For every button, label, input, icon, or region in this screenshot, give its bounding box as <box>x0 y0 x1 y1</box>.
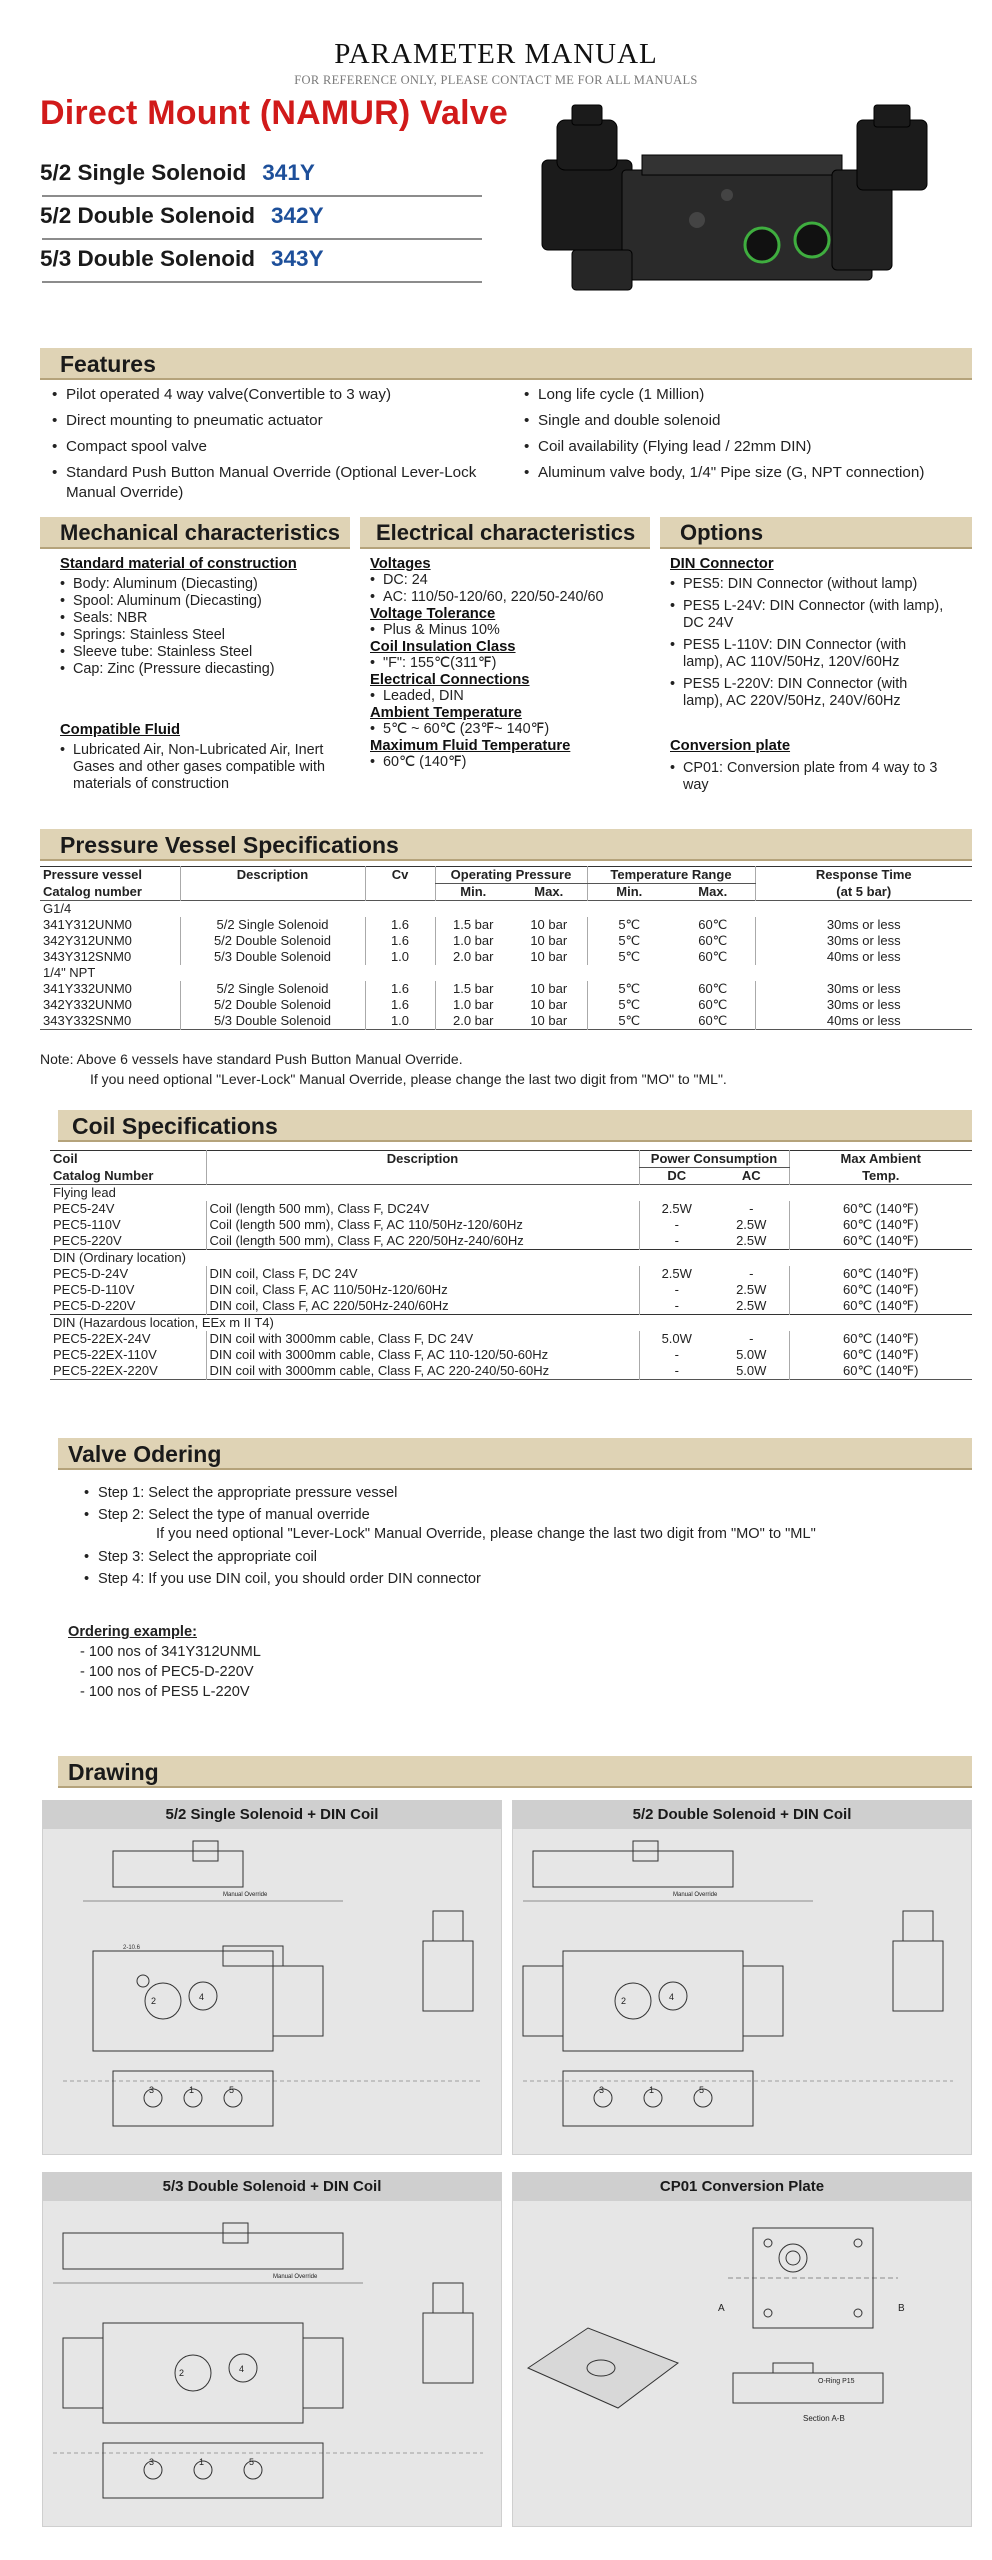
table-cell: - <box>749 1201 754 1216</box>
table-cell: 5/2 Double Solenoid <box>180 997 365 1013</box>
table-cell: 30ms or less <box>755 933 972 949</box>
conversion-plate-list <box>670 760 950 794</box>
table-cell: 30ms or less <box>755 917 972 933</box>
table-cell: 2.5W <box>736 1217 767 1232</box>
table-cell: 2.5W <box>736 1298 767 1313</box>
table-cell: 5℃ <box>587 1013 671 1030</box>
col-description: Description <box>180 867 365 901</box>
table-cell: - <box>639 1347 714 1363</box>
col-dc: DC <box>639 1168 714 1185</box>
section-ab-label: Section A-B <box>803 2414 845 2423</box>
table-cell: 5℃ <box>587 933 671 949</box>
list-item: • Pilot operated 4 way valve(Convertible to 3 way) <box>52 385 492 405</box>
table-cell: 2.5W <box>639 1201 714 1217</box>
step-3: • Step 3: Select the appropriate coil <box>84 1546 964 1568</box>
table-cell: Coil (length 500 mm), Class F, DC24V <box>206 1201 639 1217</box>
table-cell: 1.6 <box>365 933 435 949</box>
features-title: Features <box>60 351 156 377</box>
table-cell: 2.0 bar <box>435 949 511 965</box>
fluid-heading: Compatible Fluid <box>60 722 181 738</box>
drawing-double-svg <box>513 1831 973 2153</box>
model-row-341y <box>40 160 315 186</box>
coil-title: Coil Specifications <box>72 1113 278 1139</box>
model-name: 5/3 Double Solenoid <box>40 246 256 271</box>
example-item: - 100 nos of 341Y312UNML <box>80 1644 261 1660</box>
table-cell: 60℃ <box>698 949 728 964</box>
manual-title: PARAMETER MANUAL <box>334 38 658 70</box>
list-item: • 5℃ ~ 60℃ (23℉~ 140℉) <box>370 721 660 738</box>
port-label: 2 <box>621 1996 627 2006</box>
section-label-b: B <box>898 2303 905 2314</box>
table-row <box>40 997 972 1013</box>
table-cell: 1.6 <box>365 997 435 1013</box>
step-2: • Step 2: Select the type of manual override <box>84 1504 964 1526</box>
table-cell: PEC5-D-220V <box>53 1298 136 1313</box>
port-label: 4 <box>239 2364 245 2374</box>
drawing-panel-53-double <box>42 2172 502 2527</box>
divider <box>42 238 482 240</box>
col-cv: Cv <box>365 867 435 901</box>
table-cell: 1.0 <box>365 949 435 965</box>
svg-text:2-10.6: 2-10.6 <box>123 1945 141 1951</box>
table-cell: 5.0W <box>639 1331 714 1347</box>
group-label: DIN (Hazardous location, EEx m II T4) <box>53 1315 274 1330</box>
col-operating-pressure: Operating Pressure <box>435 867 587 884</box>
port-label: 2 <box>179 2368 185 2378</box>
divider <box>42 195 482 197</box>
model-row-343y <box>40 246 324 272</box>
port-ring <box>795 223 829 257</box>
port-label: 2 <box>151 1996 157 2006</box>
table-group-row <box>40 901 972 918</box>
drawing-53-svg <box>43 2203 503 2525</box>
table-cell: 2.5W <box>736 1233 767 1248</box>
table-cell: 60℃ (140℉) <box>789 1266 972 1282</box>
table-cell: 1.6 <box>365 981 435 997</box>
fluid-temp-list <box>370 754 660 771</box>
list-item: • Lubricated Air, Non-Lubricated Air, Inert Gases and other gases compatible with materials of construction <box>60 742 350 793</box>
product-title: Direct Mount (NAMUR) Valve <box>40 94 509 132</box>
list-item: • Plus & Minus 10% <box>370 622 660 639</box>
table-group-row <box>50 1250 972 1267</box>
model-code: 342Y <box>271 203 324 228</box>
table-cell: 342Y332UNM0 <box>43 997 132 1012</box>
table-cell: 1.0 bar <box>435 997 511 1013</box>
table-cell: 5/3 Double Solenoid <box>180 949 365 965</box>
table-cell: PEC5-24V <box>53 1201 115 1216</box>
drawing-single-svg <box>43 1831 503 2153</box>
table-cell: 2.5W <box>639 1266 714 1282</box>
table-row <box>40 917 972 933</box>
table-cell: 10 bar <box>530 933 568 948</box>
list-item: • Single and double solenoid <box>524 411 944 431</box>
table-cell: 5/2 Double Solenoid <box>180 933 365 949</box>
table-cell: - <box>639 1298 714 1315</box>
table-cell: 10 bar <box>530 949 568 964</box>
table-row <box>50 1217 972 1233</box>
table-row <box>50 1331 972 1347</box>
col-coil: Coil <box>53 1151 78 1167</box>
list-item: • PES5 L-110V: DIN Connector (with lamp), AC 110V/50Hz, 120V/60Hz <box>670 637 950 671</box>
manual-override-label: Manual Override <box>673 1892 718 1898</box>
table-cell: DIN coil with 3000mm cable, Class F, DC 24V <box>206 1331 639 1347</box>
table-cell: 5℃ <box>587 917 671 933</box>
port-label: 4 <box>199 1992 205 2002</box>
table-cell: 60℃ <box>698 933 728 948</box>
voltages-list <box>370 572 660 606</box>
list-item: • Standard Push Button Manual Override (Optional Lever-Lock Manual Override) <box>52 463 492 503</box>
step-4: • Step 4: If you use DIN coil, you should order DIN connector <box>84 1568 964 1590</box>
table-cell: 30ms or less <box>755 997 972 1013</box>
table-cell: DIN coil with 3000mm cable, Class F, AC 110-120/50-60Hz <box>206 1347 639 1363</box>
table-row <box>50 1201 972 1217</box>
table-cell: 5/2 Single Solenoid <box>180 917 365 933</box>
table-row <box>40 933 972 949</box>
drawing-band <box>58 1756 972 1788</box>
step-1: • Step 1: Select the appropriate pressure vessel <box>84 1482 964 1504</box>
ambient-heading: Ambient Temperature <box>370 705 522 721</box>
table-cell: - <box>749 1331 754 1346</box>
table-cell: Coil (length 500 mm), Class F, AC 220/50Hz-240/60Hz <box>206 1233 639 1250</box>
port-label: 5 <box>699 2085 705 2095</box>
port-label: 1 <box>649 2085 655 2095</box>
manual-override-label: Manual Override <box>223 1892 268 1898</box>
table-cell: 2.5W <box>736 1282 767 1297</box>
table-row <box>50 1282 972 1298</box>
col-min: Min. <box>435 884 511 901</box>
list-item: • PES5: DIN Connector (without lamp) <box>670 576 950 593</box>
section-label-a: A <box>718 2303 725 2314</box>
list-item: • Spool: Aluminum (Diecasting) <box>60 593 350 610</box>
table-cell: PEC5-D-110V <box>53 1282 135 1297</box>
table-cell: 343Y312SNM0 <box>43 949 132 964</box>
fluid-list <box>60 742 350 793</box>
list-item: • DC: 24 <box>370 572 660 589</box>
table-cell: PEC5-D-24V <box>53 1266 129 1281</box>
connections-heading: Electrical Connections <box>370 672 530 688</box>
drawing-panel-title: 5/2 Single Solenoid + DIN Coil <box>43 1801 501 1829</box>
table-cell: 342Y312UNM0 <box>43 933 132 948</box>
table-cell: 10 bar <box>530 917 568 932</box>
port-label: 3 <box>149 2457 155 2467</box>
coil-table-body <box>50 1185 972 1380</box>
manual-subtitle: FOR REFERENCE ONLY, PLEASE CONTACT ME FOR ALL MANUALS <box>294 73 698 87</box>
pressure-table <box>40 866 972 1030</box>
drawing-title: Drawing <box>68 1759 159 1785</box>
pressure-note-2: If you need optional "Lever-Lock" Manual Override, please change the last two digit from "MO" to "ML". <box>90 1071 727 1087</box>
table-cell: 60℃ (140℉) <box>789 1363 972 1380</box>
list-item: • Compact spool valve <box>52 437 492 457</box>
list-item: • "F": 155℃(311℉) <box>370 655 660 672</box>
group-label: G1/4 <box>43 901 72 916</box>
model-code: 341Y <box>262 160 315 185</box>
table-cell: 60℃ (140℉) <box>789 1331 972 1347</box>
table-cell: 5℃ <box>587 981 671 997</box>
port-label: 5 <box>229 2085 235 2095</box>
table-cell: PEC5-22EX-110V <box>53 1347 157 1362</box>
col-ambient: Max Ambient <box>789 1151 972 1168</box>
list-item: • CP01: Conversion plate from 4 way to 3 way <box>670 760 950 794</box>
table-cell: - <box>639 1363 714 1380</box>
table-cell: 60℃ (140℉) <box>789 1217 972 1233</box>
list-item: • Body: Aluminum (Diecasting) <box>60 576 350 593</box>
conversion-plate-heading: Conversion plate <box>670 738 791 754</box>
table-cell: Coil (length 500 mm), Class F, AC 110/50Hz-120/60Hz <box>206 1217 639 1233</box>
list-item: • AC: 110/50-120/60, 220/50-240/60 <box>370 589 660 606</box>
table-cell: DIN coil, Class F, AC 110/50Hz-120/60Hz <box>206 1282 639 1298</box>
table-cell: 40ms or less <box>755 949 972 965</box>
table-cell: 60℃ (140℉) <box>789 1298 972 1315</box>
table-cell: DIN coil with 3000mm cable, Class F, AC 220-240/50-60Hz <box>206 1363 639 1380</box>
valve-product-image <box>512 100 952 330</box>
col-catalog: Catalog number <box>43 883 142 899</box>
ordering-title: Valve Odering <box>68 1441 222 1467</box>
table-cell: 5℃ <box>587 949 671 965</box>
tolerance-heading: Voltage Tolerance <box>370 606 496 622</box>
electrical-section <box>370 556 660 771</box>
list-item: • Springs: Stainless Steel <box>60 627 350 644</box>
table-cell: 10 bar <box>530 981 568 996</box>
port-label: 1 <box>199 2457 205 2467</box>
table-group-row <box>50 1185 972 1202</box>
din-connector-heading: DIN Connector <box>670 556 774 572</box>
divider <box>42 281 482 283</box>
drawing-panel-title: 5/3 Double Solenoid + DIN Coil <box>43 2173 501 2201</box>
list-item: • Seals: NBR <box>60 610 350 627</box>
drawing-cp01-svg <box>513 2203 973 2525</box>
pressure-title: Pressure Vessel Specifications <box>60 832 399 858</box>
table-cell: DIN coil, Class F, DC 24V <box>206 1266 639 1282</box>
features-left-list <box>52 385 492 509</box>
table-cell: 5.0W <box>736 1363 767 1378</box>
table-row <box>50 1233 972 1250</box>
table-cell: PEC5-22EX-220V <box>53 1363 158 1378</box>
list-item: • PES5 L-24V: DIN Connector (with lamp), DC 24V <box>670 598 950 632</box>
options-title: Options <box>680 520 764 545</box>
group-label: Flying lead <box>53 1185 116 1200</box>
table-cell: 5/3 Double Solenoid <box>180 1013 365 1030</box>
table-cell: 60℃ (140℉) <box>789 1201 972 1217</box>
model-name: 5/2 Single Solenoid <box>40 160 247 185</box>
table-cell: 341Y332UNM0 <box>43 981 132 996</box>
table-cell: 60℃ <box>698 981 728 996</box>
list-item: • Aluminum valve body, 1/4" Pipe size (G, NPT connection) <box>524 463 944 483</box>
table-cell: 60℃ <box>698 1013 728 1028</box>
table-cell: 10 bar <box>530 997 568 1012</box>
table-cell: 341Y312UNM0 <box>43 917 132 932</box>
list-item: • Leaded, DIN <box>370 688 660 705</box>
model-row-342y <box>40 203 324 229</box>
electrical-title: Electrical characteristics <box>376 520 636 545</box>
table-cell: 5.0W <box>736 1347 767 1362</box>
table-cell: - <box>749 1266 754 1281</box>
list-item: • Sleeve tube: Stainless Steel <box>60 644 350 661</box>
table-cell: 40ms or less <box>755 1013 972 1030</box>
ordering-example-list <box>80 1642 261 1702</box>
features-right-list <box>524 385 944 489</box>
coil-table <box>50 1150 972 1380</box>
table-cell: 10 bar <box>530 1013 568 1028</box>
drawing-panel-single <box>42 1800 502 2155</box>
insulation-list <box>370 655 660 672</box>
drawing-panel-title: CP01 Conversion Plate <box>513 2173 971 2201</box>
table-row <box>50 1347 972 1363</box>
manual-override-label: Manual Override <box>273 2274 318 2280</box>
port-label: 1 <box>189 2085 195 2095</box>
list-item: • Cap: Zinc (Pressure diecasting) <box>60 661 350 678</box>
pressure-note-1: Note: Above 6 vessels have standard Push Button Manual Override. <box>40 1051 463 1067</box>
col-temperature-range: Temperature Range <box>587 867 755 884</box>
table-group-row <box>40 965 972 981</box>
table-group-row <box>50 1315 972 1332</box>
col-ac: AC <box>741 1168 761 1183</box>
features-band <box>40 348 972 380</box>
table-cell: 60℃ <box>698 997 728 1012</box>
ambient-list <box>370 721 660 738</box>
list-item: • Long life cycle (1 Million) <box>524 385 944 405</box>
table-cell: 1.0 <box>365 1013 435 1030</box>
ordering-example-heading: Ordering example: <box>68 1624 197 1640</box>
col-max: Max. <box>698 884 728 899</box>
table-cell: 1.0 bar <box>435 933 511 949</box>
table-cell: 1.5 bar <box>435 917 511 933</box>
table-cell: 5/2 Single Solenoid <box>180 981 365 997</box>
port-label: 4 <box>669 1992 675 2002</box>
group-label: 1/4" NPT <box>43 965 96 980</box>
din-connector-list <box>670 576 950 715</box>
table-cell: - <box>639 1282 714 1298</box>
table-cell: 60℃ (140℉) <box>789 1233 972 1250</box>
oring-label: O-Ring P15 <box>818 2378 855 2385</box>
col-response-time: Response Time <box>755 867 972 884</box>
drawing-panel-cp01 <box>512 2172 972 2527</box>
table-cell: 1.5 bar <box>435 981 511 997</box>
col-power: Power Consumption <box>639 1151 789 1168</box>
table-cell: 60℃ (140℉) <box>789 1347 972 1363</box>
col-ambient-sub: Temp. <box>789 1168 972 1185</box>
table-row <box>40 1013 972 1030</box>
drawing-panel-double <box>512 1800 972 2155</box>
list-item: • 60℃ (140℉) <box>370 754 660 771</box>
col-response-sub: (at 5 bar) <box>755 884 972 901</box>
table-cell: 30ms or less <box>755 981 972 997</box>
table-row <box>40 981 972 997</box>
pressure-table-body <box>40 901 972 1030</box>
table-cell: 60℃ <box>698 917 728 932</box>
step-2-note: If you need optional "Lever-Lock" Manual Override, please change the last two digit from "MO" to "ML" <box>156 1526 816 1542</box>
example-item: - 100 nos of PES5 L-220V <box>80 1684 250 1700</box>
table-cell: 5℃ <box>587 997 671 1013</box>
col-catalog: Catalog Number <box>53 1167 154 1183</box>
example-item: - 100 nos of PEC5-D-220V <box>80 1664 254 1680</box>
std-material-list <box>60 576 350 678</box>
group-label: DIN (Ordinary location) <box>53 1250 186 1265</box>
table-row <box>50 1298 972 1315</box>
list-item: • Direct mounting to pneumatic actuator <box>52 411 492 431</box>
table-cell: PEC5-110V <box>53 1217 121 1232</box>
std-material-heading: Standard material of construction <box>60 556 297 572</box>
table-cell: 60℃ (140℉) <box>789 1282 972 1298</box>
port-label: 5 <box>249 2457 255 2467</box>
table-cell: DIN coil, Class F, AC 220/50Hz-240/60Hz <box>206 1298 639 1315</box>
table-cell: 1.6 <box>365 917 435 933</box>
table-row <box>50 1363 972 1380</box>
port-ring <box>745 228 779 262</box>
col-max: Max. <box>534 884 564 899</box>
table-cell: 343Y332SNM0 <box>43 1013 132 1028</box>
tolerance-list <box>370 622 660 639</box>
model-code: 343Y <box>271 246 324 271</box>
table-cell: PEC5-220V <box>53 1233 122 1248</box>
port-label: 3 <box>599 2085 605 2095</box>
voltages-heading: Voltages <box>370 556 431 572</box>
col-vessel: Pressure vessel <box>43 867 143 883</box>
list-item: • PES5 L-220V: DIN Connector (with lamp), AC 220V/50Hz, 240V/60Hz <box>670 676 950 710</box>
table-cell: - <box>639 1233 714 1250</box>
port-label: 3 <box>149 2085 155 2095</box>
col-description: Description <box>206 1151 639 1185</box>
drawing-panel-title: 5/2 Double Solenoid + DIN Coil <box>513 1801 971 1829</box>
fluid-temp-heading: Maximum Fluid Temperature <box>370 738 571 754</box>
mechanical-title: Mechanical characteristics <box>60 520 341 545</box>
model-name: 5/2 Double Solenoid <box>40 203 256 228</box>
table-row <box>40 949 972 965</box>
table-row <box>50 1266 972 1282</box>
list-item: • Coil availability (Flying lead / 22mm DIN) <box>524 437 944 457</box>
table-cell: 2.0 bar <box>435 1013 511 1030</box>
ordering-steps <box>84 1482 964 1590</box>
col-min: Min. <box>587 884 671 901</box>
table-cell: PEC5-22EX-24V <box>53 1331 151 1346</box>
connections-list <box>370 688 660 705</box>
insulation-heading: Coil Insulation Class <box>370 639 516 655</box>
table-cell: - <box>639 1217 714 1233</box>
